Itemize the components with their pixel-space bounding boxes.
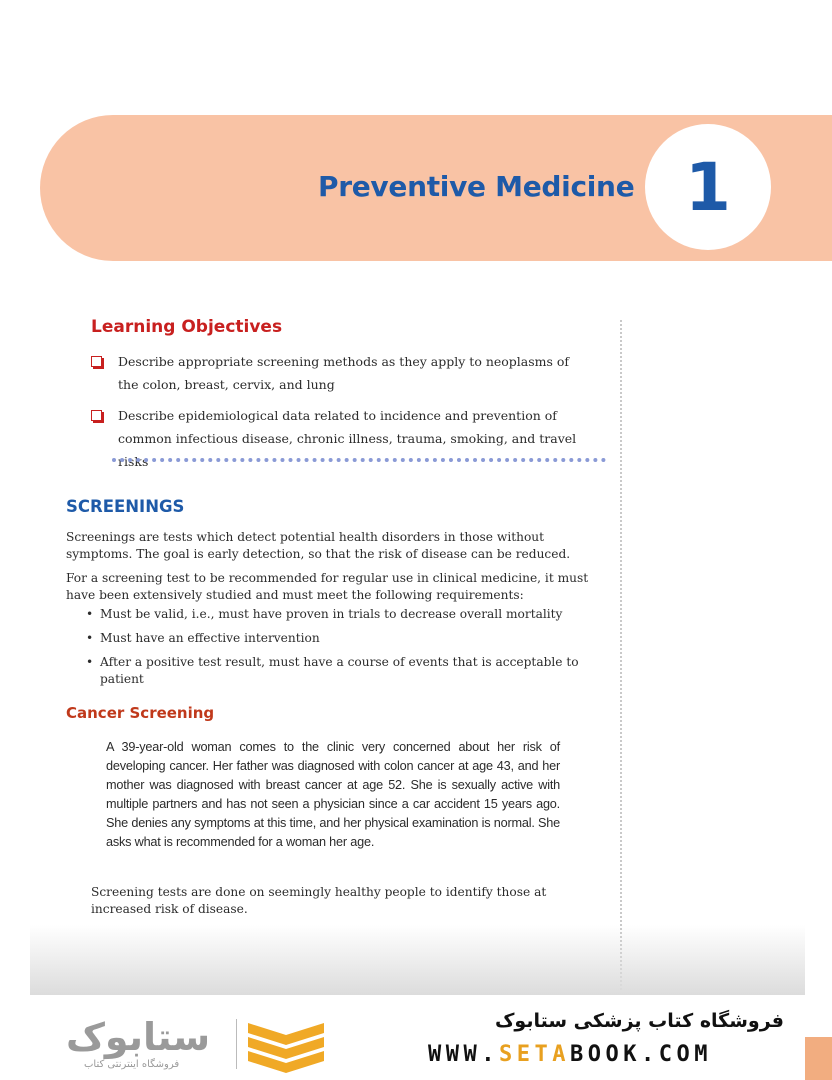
screenings-paragraph-1: Screenings are tests which detect potential health disorders in those without symptoms. The goal is early detection, so that the risk of disease can be reduced. bbox=[66, 530, 571, 561]
requirement-text: Must have an effective intervention bbox=[100, 631, 320, 645]
requirement-item bbox=[86, 654, 606, 688]
page-edge-tab bbox=[805, 1037, 832, 1080]
objective-text: Describe epidemiological data related to incidence and prevention of common infectious disease, chronic illness, trauma, smoking, and travel risks bbox=[118, 408, 577, 469]
objective-item bbox=[91, 404, 591, 473]
chapter-number: 1 bbox=[685, 148, 731, 226]
page-bottom-shadow bbox=[30, 925, 805, 995]
website-link[interactable] bbox=[428, 1042, 712, 1067]
requirement-item bbox=[86, 606, 606, 623]
bullet-icon: • bbox=[86, 655, 94, 669]
bullet-icon: • bbox=[86, 607, 94, 621]
setabook-logo bbox=[66, 1015, 336, 1075]
site-suffix: .COM bbox=[640, 1042, 712, 1067]
subsection-heading-cancer-screening: Cancer Screening bbox=[66, 704, 215, 722]
site-accent-2: BOOK bbox=[569, 1042, 641, 1067]
checkbox-icon bbox=[91, 410, 102, 421]
objective-item bbox=[91, 350, 591, 396]
cancer-screening-paragraph: Screening tests are done on seemingly healthy people to identify those at increased risk of disease. bbox=[91, 885, 547, 916]
chapter-title: Preventive Medicine bbox=[318, 170, 635, 203]
logo-separator bbox=[236, 1019, 237, 1069]
objectives-heading: Learning Objectives bbox=[91, 317, 283, 337]
objective-text: Describe appropriate screening methods as they apply to neoplasms of the colon, breast, cervix, and lung bbox=[118, 354, 570, 392]
site-accent-1: SETA bbox=[498, 1042, 570, 1067]
requirement-text: After a positive test result, must have a course of events that is acceptable to patient bbox=[100, 655, 579, 686]
screenings-paragraph-2: For a screening test to be recommended for regular use in clinical medicine, it must have been extensively studied and must meet the following requirements: bbox=[66, 571, 589, 602]
chapter-number-circle bbox=[645, 124, 771, 250]
requirement-item bbox=[86, 630, 606, 647]
site-prefix: WWW. bbox=[428, 1042, 499, 1067]
clinical-case-text: A 39-year-old woman comes to the clinic very concerned about her risk of developing cancer. Her father was diagnosed with colon cancer at age 43, and her mother was diagnosed with breast cancer at age 52. She is sexually active with multiple partners and has not seen a physician since a car accident 15 years ago. She denies any symptoms at this time, and her physical examination is normal. She asks what is recommended for a woman her age. bbox=[106, 740, 560, 849]
requirements-list bbox=[86, 606, 606, 695]
logo-subtitle: فروشگاه اینترنتی کتاب bbox=[84, 1059, 180, 1070]
book-stack-icon bbox=[246, 1015, 326, 1075]
dotted-divider bbox=[112, 458, 606, 462]
section-heading-screenings: SCREENINGS bbox=[66, 497, 185, 516]
checkbox-icon bbox=[91, 356, 102, 367]
requirement-text: Must be valid, i.e., must have proven in trials to decrease overall mortality bbox=[100, 607, 563, 621]
logo-wordmark: ستابوک bbox=[66, 1015, 211, 1059]
store-name: فروشگاه کتاب پزشکی ستابوک bbox=[494, 1010, 784, 1032]
bullet-icon: • bbox=[86, 631, 94, 645]
column-divider bbox=[620, 320, 622, 990]
